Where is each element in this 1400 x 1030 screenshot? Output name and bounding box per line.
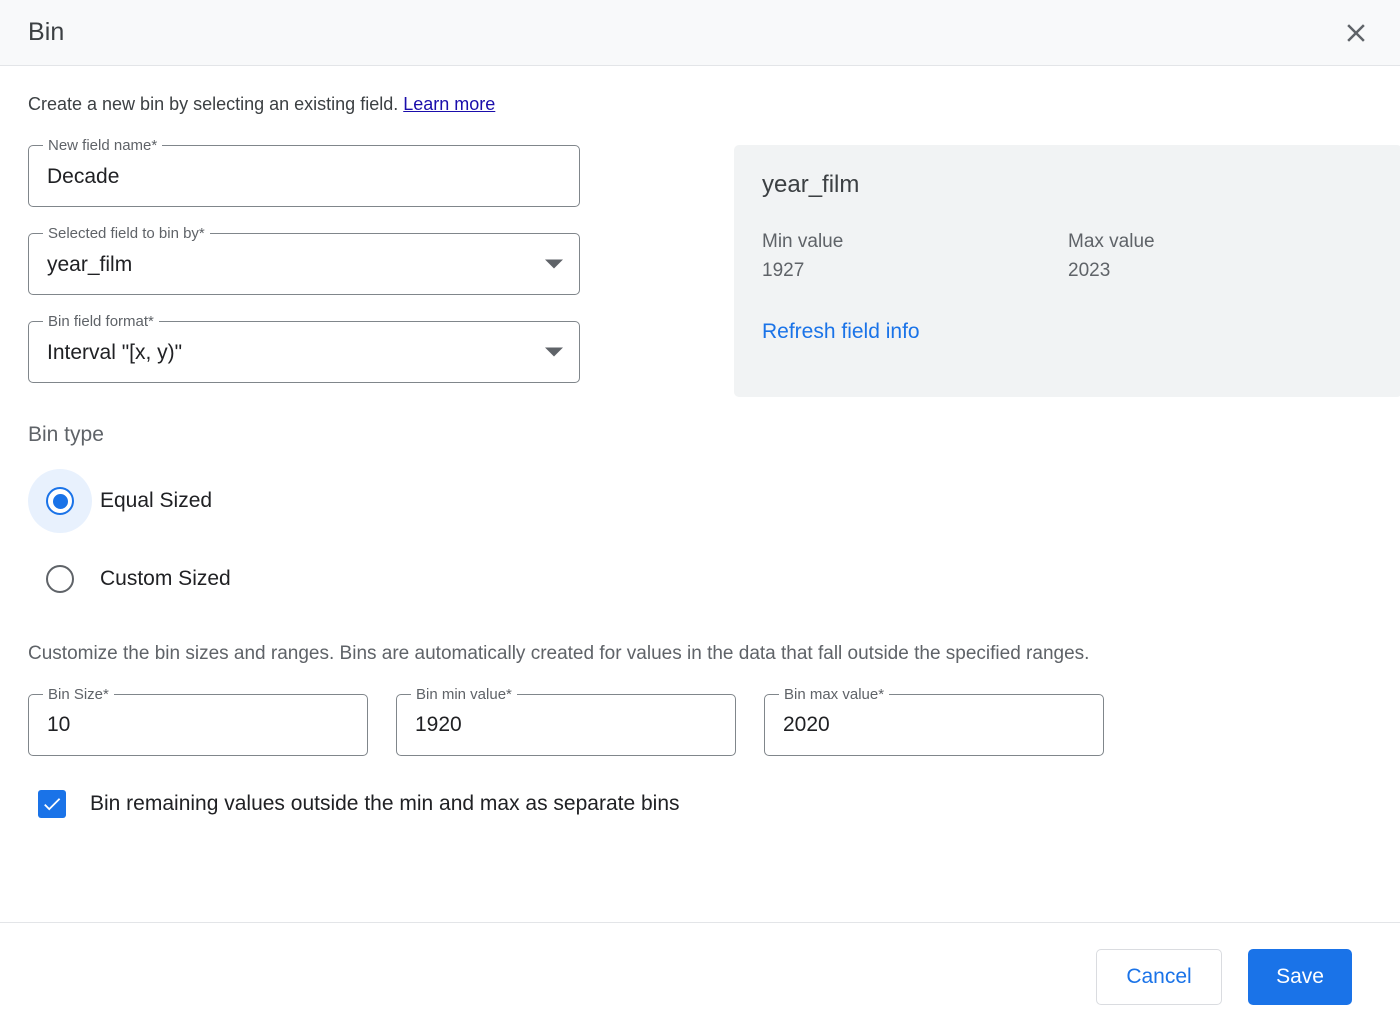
intro-text: [28, 92, 1372, 117]
dialog-header: [0, 0, 1400, 66]
new-field-name-value: Decade: [47, 164, 120, 188]
bin-max-input[interactable]: [764, 685, 1104, 756]
dialog-body: [0, 66, 1400, 922]
radio-custom-sized[interactable]: [28, 547, 231, 611]
max-value-stat: [1068, 231, 1374, 282]
bin-field-format-label: Bin field format*: [43, 312, 159, 332]
intro-sentence: Create a new bin by selecting an existing field.: [28, 94, 399, 114]
new-field-name-input[interactable]: [28, 137, 580, 207]
max-value-label: Max value: [1068, 231, 1155, 253]
learn-more-link[interactable]: Learn more: [403, 94, 496, 114]
new-field-name-label: New field name*: [43, 136, 162, 156]
min-value-stat: [762, 231, 1068, 282]
refresh-field-info-link[interactable]: Refresh field info: [762, 320, 920, 344]
bin-range-fields: [28, 685, 1372, 756]
bin-min-value: 1920: [415, 713, 462, 737]
page-title: Bin: [28, 18, 65, 46]
close-icon[interactable]: [1334, 11, 1378, 55]
bin-field-format-value: Interval "[x, y)": [47, 340, 183, 364]
bin-size-input[interactable]: [28, 685, 368, 756]
radio-button-icon: [46, 487, 74, 515]
field-info-stats: [762, 231, 1374, 282]
customize-help-text: Customize the bin sizes and ranges. Bins are automatically created for values in the data that fall outside the specified ranges.: [28, 643, 1090, 665]
radio-button-icon: [46, 565, 74, 593]
selected-field-label: Selected field to bin by*: [43, 224, 210, 244]
selected-field-select[interactable]: [28, 225, 580, 295]
bin-max-value: 2020: [783, 713, 830, 737]
radio-custom-sized-label: Custom Sized: [100, 567, 231, 591]
checkbox-checked-icon: [38, 790, 66, 818]
radio-equal-sized-hit: [28, 469, 92, 533]
field-info-panel: [734, 145, 1400, 397]
radio-custom-sized-hit: [28, 547, 92, 611]
max-value-value: 2023: [1068, 260, 1111, 282]
bin-field-format-select[interactable]: [28, 313, 580, 383]
field-info-column: [734, 145, 1400, 397]
bin-remaining-label: Bin remaining values outside the min and max as separate bins: [90, 791, 680, 815]
bin-size-label: Bin Size*: [43, 685, 114, 705]
chevron-down-icon: [545, 260, 563, 269]
bin-remaining-checkbox[interactable]: [38, 790, 680, 818]
dialog-footer: [0, 922, 1400, 1030]
save-button[interactable]: Save: [1248, 949, 1352, 1005]
field-info-name: year_film: [762, 171, 860, 199]
min-value-value: 1927: [762, 260, 805, 282]
bin-min-input[interactable]: [396, 685, 736, 756]
bin-min-label: Bin min value*: [411, 685, 517, 705]
radio-equal-sized[interactable]: [28, 469, 212, 533]
bin-max-label: Bin max value*: [779, 685, 889, 705]
radio-equal-sized-label: Equal Sized: [100, 489, 213, 513]
bin-type-label: Bin type: [28, 423, 104, 447]
form-column: [28, 137, 734, 409]
cancel-button[interactable]: Cancel: [1096, 949, 1222, 1005]
selected-field-value: year_film: [47, 252, 133, 276]
form-and-info-columns: [28, 137, 1372, 409]
bin-size-value: 10: [47, 713, 71, 737]
min-value-label: Min value: [762, 231, 844, 253]
chevron-down-icon: [545, 348, 563, 357]
